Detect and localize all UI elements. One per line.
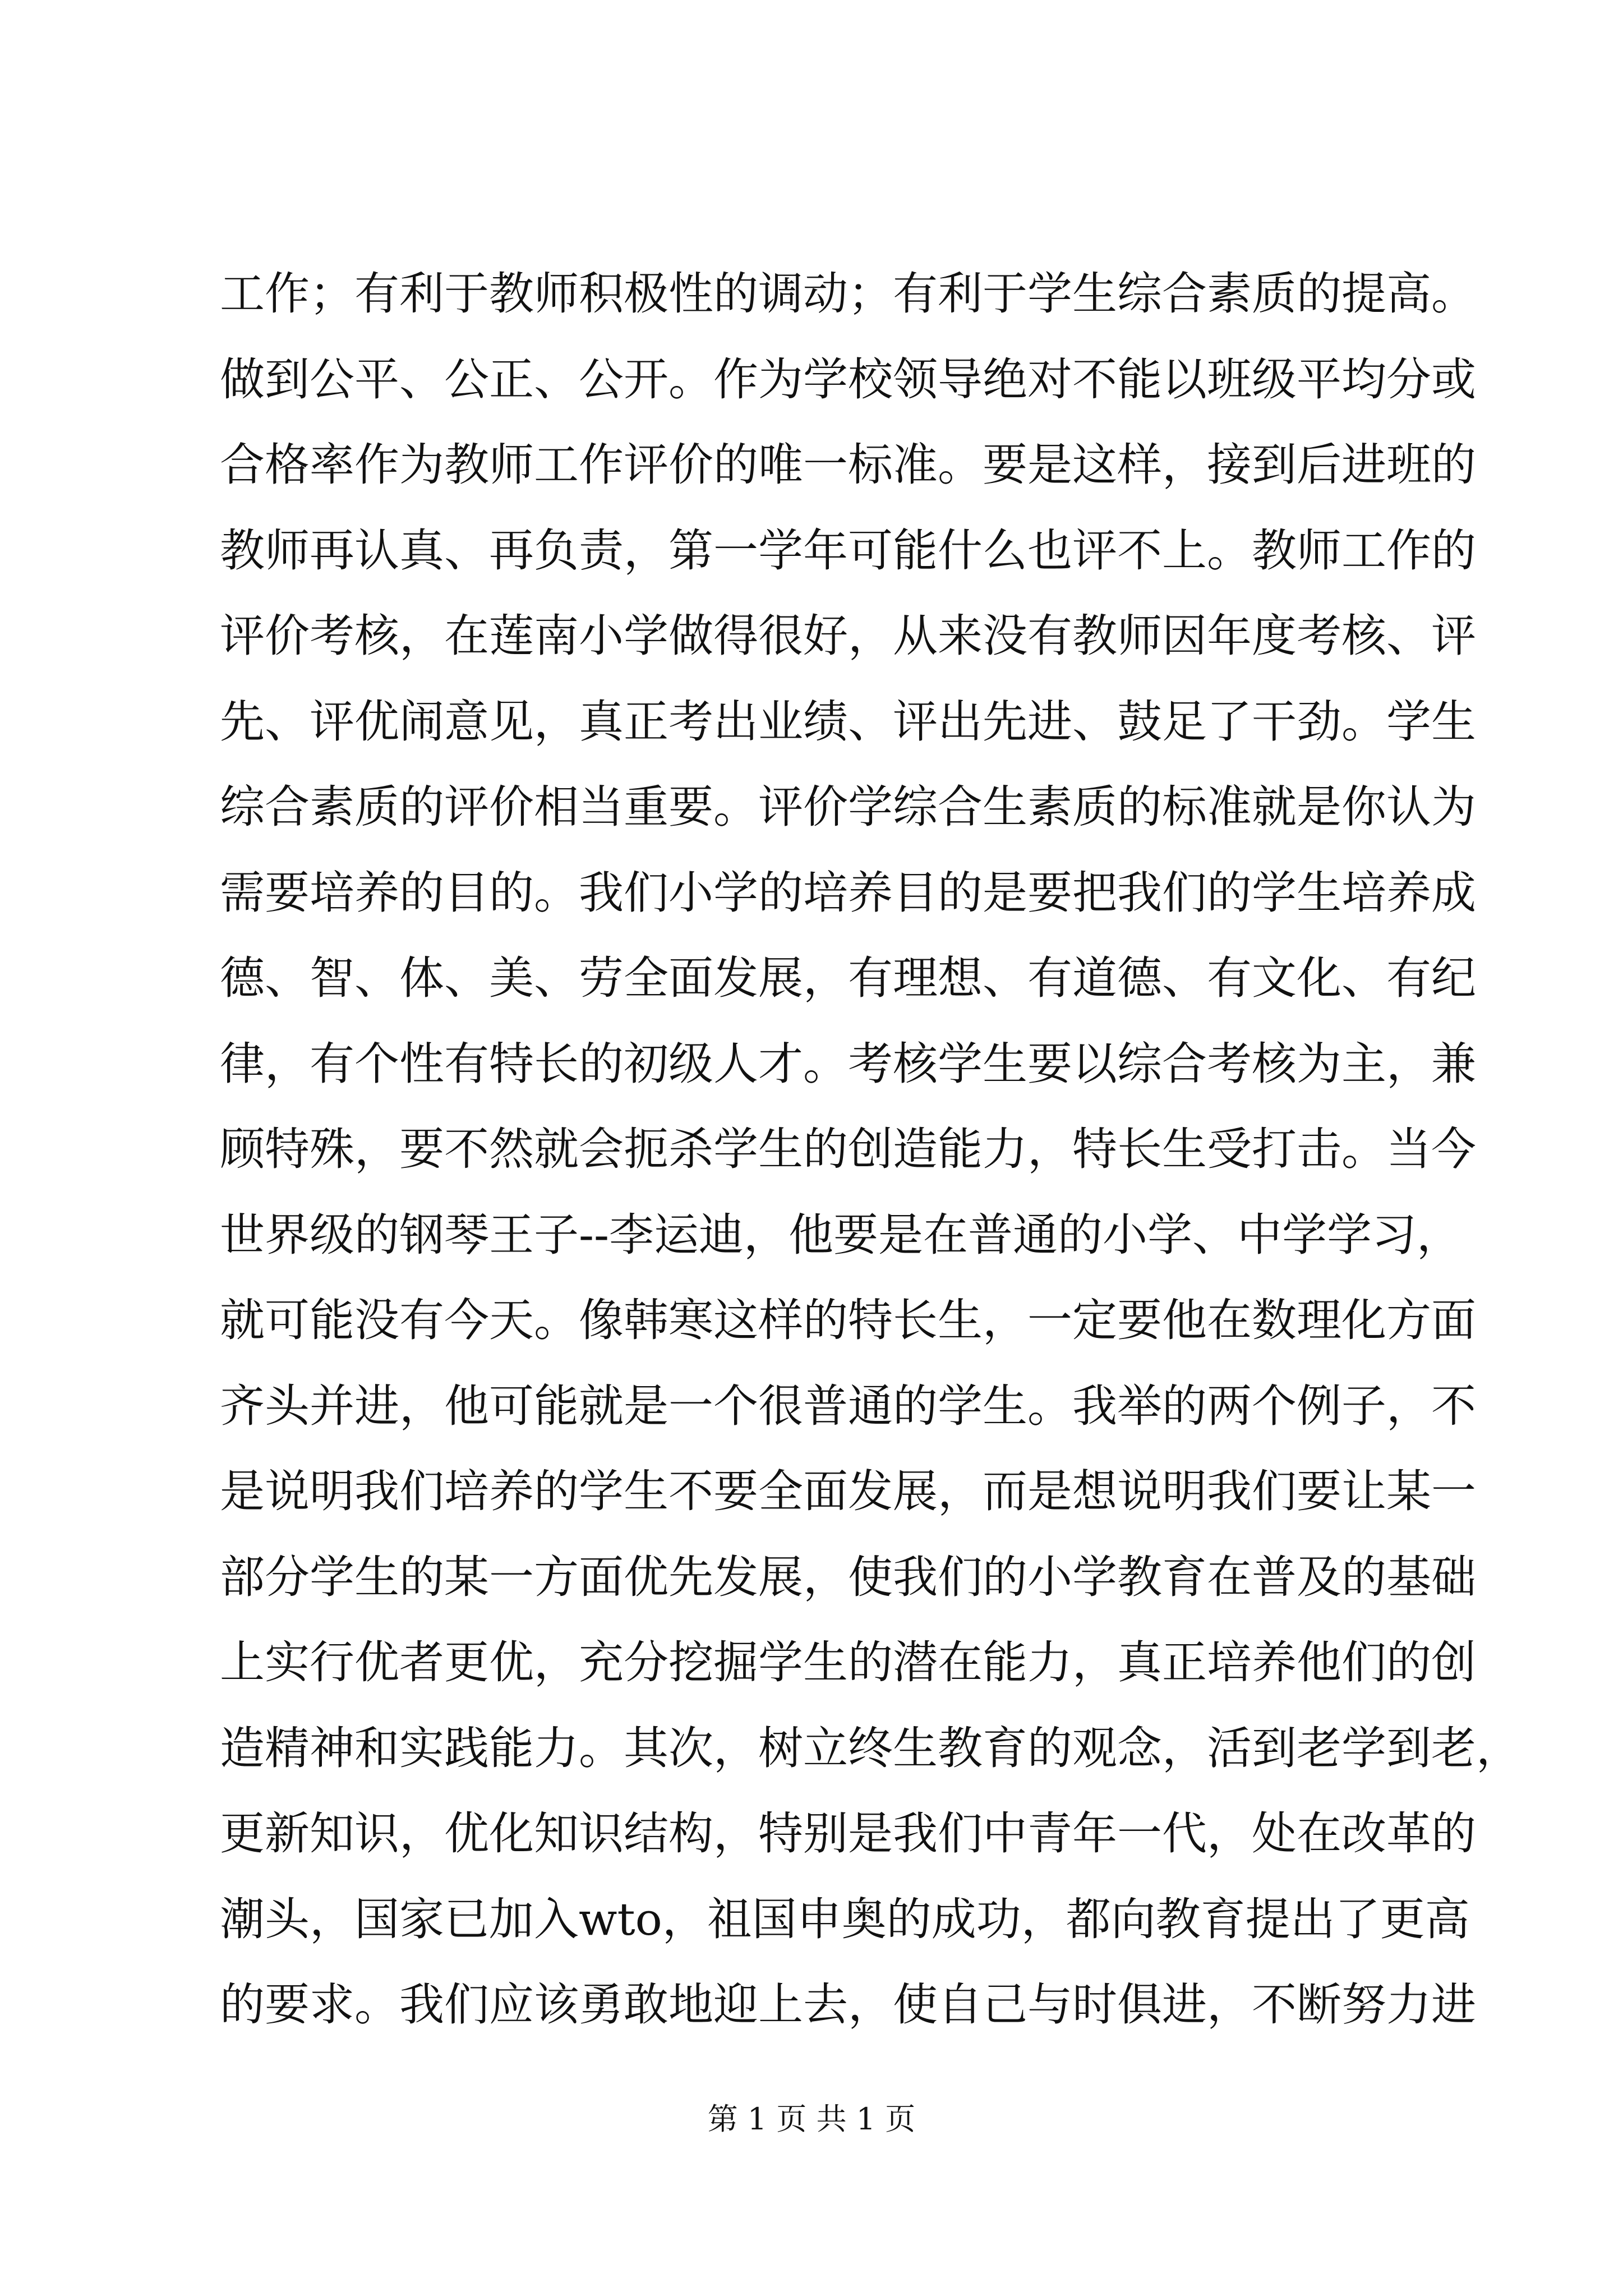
- text-line: 评价考核，在莲南小学做得很好，从来没有教师因年度考核、评: [220, 610, 1476, 662]
- text-line: 德、智、体、美、劳全面发展，有理想、有道德、有文化、有纪: [220, 952, 1476, 1004]
- text-line: 就可能没有今天。像韩寒这样的特长生，一定要他在数理化方面: [220, 1294, 1476, 1346]
- text-line: 需要培养的目的。我们小学的培养目的是要把我们的学生培养成: [220, 866, 1476, 919]
- text-line: 律，有个性有特长的初级人才。考核学生要以综合考核为主，兼: [220, 1037, 1476, 1090]
- text-line: 做到公平、公正、公开。作为学校领导绝对不能以班级平均分或: [220, 353, 1476, 406]
- text-line: 造精神和实践能力。其次，树立终生教育的观念，活到老学到老，: [220, 1722, 1521, 1774]
- text-line: 顾特殊，要不然就会扼杀学生的创造能力，特长生受打击。当今: [220, 1123, 1476, 1175]
- text-line: 上实行优者更优，充分挖掘学生的潜在能力，真正培养他们的创: [220, 1636, 1476, 1688]
- text-line: 潮头，国家已加入wto，祖国申奥的成功，都向教育提出了更高: [220, 1893, 1470, 1945]
- text-line: 先、评优闹意见，真正考出业绩、评出先进、鼓足了干劲。学生: [220, 695, 1476, 748]
- body-text: [220, 251, 1521, 2048]
- text-line: 是说明我们培养的学生不要全面发展，而是想说明我们要让某一: [220, 1465, 1476, 1517]
- text-line: 齐头并进，他可能就是一个很普通的学生。我举的两个例子，不: [220, 1379, 1476, 1432]
- text-line: 综合素质的评价相当重要。评价学综合生素质的标准就是你认为: [220, 781, 1476, 833]
- text-line: 更新知识，优化知识结构，特别是我们中青年一代，处在改革的: [220, 1807, 1476, 1860]
- text-line: 合格率作为教师工作评价的唯一标准。要是这样，接到后进班的: [220, 439, 1476, 491]
- text-line: 工作；有利于教师积极性的调动；有利于学生综合素质的提高。: [220, 268, 1476, 320]
- text-line: 的要求。我们应该勇敢地迎上去，使自己与时俱进，不断努力进: [220, 1978, 1476, 2031]
- text-line: 教师再认真、再负责，第一学年可能什么也评不上。教师工作的: [220, 524, 1476, 577]
- text-line: 世界级的钢琴王子--李运迪，他要是在普通的小学、中学学习，: [220, 1208, 1462, 1261]
- page-footer: 第 1 页 共 1 页: [707, 2101, 916, 2137]
- text-line: 部分学生的某一方面优先发展，使我们的小学教育在普及的基础: [220, 1550, 1476, 1603]
